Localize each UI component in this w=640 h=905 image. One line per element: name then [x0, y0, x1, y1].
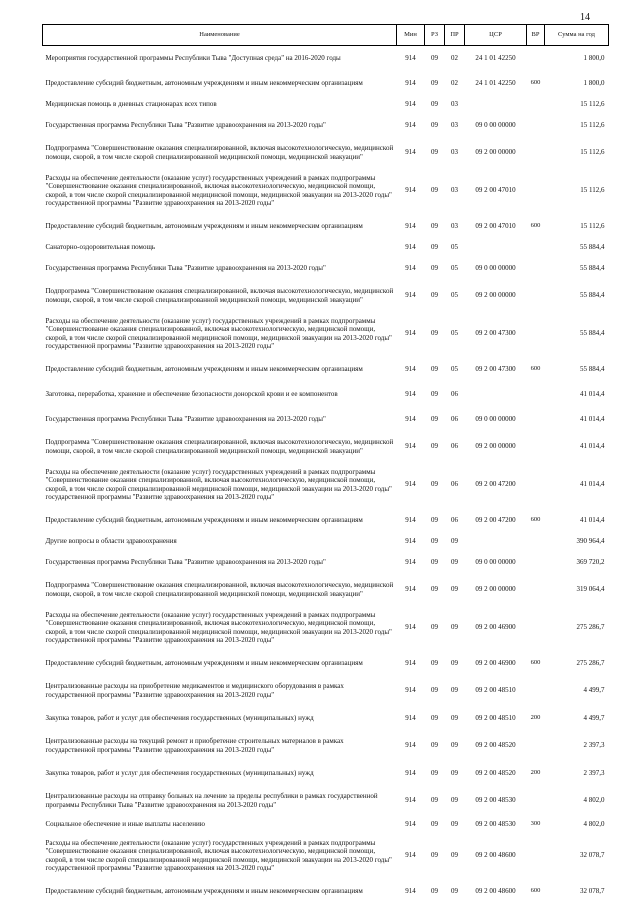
cell-min: 914	[405, 536, 416, 545]
cell-pr: 09	[451, 768, 458, 777]
cell-vr	[527, 550, 545, 575]
cell-min: 914	[405, 389, 416, 398]
cell-vr	[527, 605, 545, 651]
cell-rz: 09	[431, 148, 438, 157]
cell-vr: 200	[530, 769, 541, 777]
cell-min: 914	[405, 480, 416, 489]
cell-rz: 09	[431, 389, 438, 398]
cell-name: Предоставление субсидий бюджетным, автономным учреждениям и иным некоммерческим организациям	[45, 221, 363, 230]
cell-rz: 09	[431, 658, 438, 667]
cell-csr: 09 2 00 00000	[475, 148, 516, 157]
header-rz: РЗ	[425, 25, 445, 46]
cell-min: 914	[405, 741, 416, 750]
page-number: 14	[580, 12, 590, 23]
cell-pr: 09	[451, 886, 458, 895]
cell-rz: 09	[431, 713, 438, 722]
cell-sum: 4 499,7	[583, 686, 605, 695]
cell-rz: 09	[431, 480, 438, 489]
cell-rz: 09	[431, 78, 438, 87]
table-row	[43, 168, 609, 214]
cell-sum: 1 800,0	[583, 78, 605, 87]
cell-vr: 600	[530, 887, 541, 895]
cell-vr: 600	[530, 516, 541, 524]
cell-vr	[527, 676, 545, 706]
cell-pr: 06	[451, 515, 458, 524]
table-row	[43, 651, 609, 676]
cell-vr: 200	[530, 714, 541, 722]
cell-csr: 09 2 00 48530	[475, 819, 516, 828]
table-row	[43, 46, 609, 71]
cell-vr	[527, 311, 545, 357]
cell-csr: 09 2 00 47200	[475, 515, 516, 524]
cell-rz: 09	[431, 54, 438, 63]
cell-min: 914	[405, 442, 416, 451]
budget-table	[42, 24, 609, 904]
cell-pr: 09	[451, 623, 458, 632]
cell-min: 914	[405, 414, 416, 423]
cell-min: 914	[405, 242, 416, 251]
cell-pr: 03	[451, 186, 458, 195]
cell-name: Мероприятия государственной программы Республики Тыва "Доступная среда" на 2016-2020 годы	[45, 54, 341, 63]
cell-pr: 06	[451, 442, 458, 451]
table-row	[43, 575, 609, 605]
table-row	[43, 71, 609, 96]
cell-min: 914	[405, 78, 416, 87]
cell-min: 914	[405, 329, 416, 338]
cell-min: 914	[405, 148, 416, 157]
cell-min: 914	[405, 713, 416, 722]
table-row	[43, 533, 609, 550]
cell-sum: 55 884,4	[580, 329, 605, 338]
table-row	[43, 432, 609, 462]
cell-rz: 09	[431, 120, 438, 129]
table-row	[43, 214, 609, 239]
cell-name: Заготовка, переработка, хранение и обеспечение безопасности донорской крови и ее компонентов	[45, 389, 338, 398]
cell-name: Централизованные расходы на текущий ремонт и приобретение строительных материалов в рамках государственной программы "Развитие здравоохранения на 2013-2020 годы"	[45, 737, 344, 754]
cell-min: 914	[405, 186, 416, 195]
cell-sum: 41 014,4	[580, 515, 605, 524]
cell-csr: 09 2 00 48510	[475, 686, 516, 695]
table-row	[43, 311, 609, 357]
cell-min: 914	[405, 221, 416, 230]
cell-name: Государственная программа Республики Тыва "Развитие здравоохранения на 2013-2020 годы"	[45, 414, 326, 423]
cell-name: Государственная программа Республики Тыва "Развитие здравоохранения на 2013-2020 годы"	[45, 557, 326, 566]
table-row	[43, 761, 609, 786]
cell-csr: 09 2 00 00000	[475, 442, 516, 451]
cell-vr	[527, 256, 545, 281]
cell-pr: 09	[451, 557, 458, 566]
cell-name: Подпрограмма "Совершенствование оказания специализированной, включая высокотехнологическую, медицинской помощи, скорой, в том числе скорой специализированной медицинской помощи, медицинской эвакуации"	[45, 581, 394, 598]
cell-csr: 09 2 00 48600	[475, 851, 516, 860]
cell-rz: 09	[431, 515, 438, 524]
cell-sum: 15 112,6	[580, 99, 605, 108]
cell-vr	[527, 113, 545, 138]
cell-min: 914	[405, 851, 416, 860]
cell-rz: 09	[431, 796, 438, 805]
cell-csr	[465, 533, 527, 550]
cell-rz: 09	[431, 686, 438, 695]
cell-rz: 09	[431, 329, 438, 338]
cell-sum: 275 286,7	[576, 658, 605, 667]
cell-sum: 369 720,2	[576, 557, 605, 566]
table-row	[43, 407, 609, 432]
table-row	[43, 382, 609, 407]
cell-csr: 09 2 00 00000	[475, 291, 516, 300]
cell-pr: 09	[451, 741, 458, 750]
cell-sum: 4 802,0	[583, 796, 605, 805]
cell-pr: 09	[451, 713, 458, 722]
cell-csr	[465, 239, 527, 256]
cell-sum: 55 884,4	[580, 242, 605, 251]
table-row	[43, 113, 609, 138]
table-row	[43, 605, 609, 651]
cell-rz: 09	[431, 291, 438, 300]
cell-csr: 09 2 00 47300	[475, 364, 516, 373]
cell-pr: 06	[451, 389, 458, 398]
cell-rz: 09	[431, 585, 438, 594]
cell-pr: 03	[451, 120, 458, 129]
cell-rz: 09	[431, 851, 438, 860]
cell-rz: 09	[431, 442, 438, 451]
cell-rz: 09	[431, 186, 438, 195]
table-row	[43, 357, 609, 382]
cell-rz: 09	[431, 414, 438, 423]
cell-vr: 600	[530, 365, 541, 373]
cell-vr	[527, 575, 545, 605]
cell-pr: 05	[451, 291, 458, 300]
cell-csr: 09 0 00 00000	[475, 263, 516, 272]
cell-sum: 32 078,7	[580, 851, 605, 860]
table-row	[43, 550, 609, 575]
cell-vr	[527, 96, 545, 113]
cell-sum: 390 964,4	[576, 536, 605, 545]
cell-rz: 09	[431, 557, 438, 566]
cell-sum: 4 499,7	[583, 713, 605, 722]
header-pr: ПР	[445, 25, 465, 46]
cell-vr: 600	[530, 659, 541, 667]
cell-sum: 41 014,4	[580, 389, 605, 398]
cell-sum: 41 014,4	[580, 442, 605, 451]
cell-sum: 55 884,4	[580, 364, 605, 373]
cell-vr	[527, 462, 545, 508]
cell-name: Предоставление субсидий бюджетным, автономным учреждениям и иным некоммерческим организациям	[45, 658, 363, 667]
table-row	[43, 786, 609, 816]
table-row	[43, 239, 609, 256]
cell-min: 914	[405, 291, 416, 300]
cell-vr: 600	[530, 222, 541, 230]
cell-min: 914	[405, 819, 416, 828]
cell-min: 914	[405, 658, 416, 667]
cell-pr: 03	[451, 99, 458, 108]
table-row	[43, 879, 609, 904]
table-body	[43, 46, 609, 904]
cell-name: Закупка товаров, работ и услуг для обеспечения государственных (муниципальных) нужд	[45, 713, 314, 722]
cell-name: Расходы на обеспечение деятельности (оказание услуг) государственных учреждений в рамках подпрограммы "Совершенствование оказания специализированной, включая высокотехнологическую, медицинской помощи, скорой, в том числе скорой специализированной медицинской помощи, медицинской эвакуации на 2013-2020 годы" государственной программы "Развитие здравоохранения на 2013-2020 годы"	[45, 317, 392, 350]
cell-rz: 09	[431, 886, 438, 895]
header-name: Наименование	[43, 25, 397, 46]
cell-sum: 15 112,6	[580, 120, 605, 129]
cell-name: Медицинская помощь в дневных стационарах всех типов	[45, 99, 217, 108]
cell-name: Расходы на обеспечение деятельности (оказание услуг) государственных учреждений в рамках подпрограммы "Совершенствование оказания специализированной, включая высокотехнологическую, медицинской помощи, скорой, в том числе скорой специализированной медицинской помощи, медицинской эвакуации на 2013-2020 годы" государственной программы "Развитие здравоохранения на 2013-2020 годы"	[45, 839, 392, 872]
cell-pr: 02	[451, 78, 458, 87]
cell-sum: 4 802,0	[583, 819, 605, 828]
cell-pr: 05	[451, 242, 458, 251]
table-row	[43, 281, 609, 311]
cell-sum: 55 884,4	[580, 263, 605, 272]
cell-vr	[527, 239, 545, 256]
cell-csr: 09 2 00 00000	[475, 585, 516, 594]
cell-rz: 09	[431, 741, 438, 750]
cell-rz: 09	[431, 623, 438, 632]
cell-pr: 09	[451, 686, 458, 695]
cell-csr: 09 2 00 46900	[475, 623, 516, 632]
header-row	[43, 25, 609, 46]
cell-min: 914	[405, 886, 416, 895]
cell-csr: 09 0 00 00000	[475, 120, 516, 129]
cell-name: Расходы на обеспечение деятельности (оказание услуг) государственных учреждений в рамках подпрограммы "Совершенствование оказания специализированной, включая высокотехнологическую, медицинской помощи, скорой, в том числе скорой специализированной медицинской помощи, медицинской эвакуации на 2013-2020 годы" государственной программы "Развитие здравоохранения на 2013-2020 годы"	[45, 611, 392, 644]
table-row	[43, 462, 609, 508]
cell-rz: 09	[431, 99, 438, 108]
cell-csr: 09 2 00 48520	[475, 768, 516, 777]
cell-name: Подпрограмма "Совершенствование оказания специализированной, включая высокотехнологическую, медицинской помощи, скорой, в том числе скорой специализированной медицинской помощи, медицинской эвакуации"	[45, 287, 394, 304]
cell-csr: 24 1 01 42250	[475, 78, 516, 87]
cell-name: Государственная программа Республики Тыва "Развитие здравоохранения на 2013-2020 годы"	[45, 120, 326, 129]
cell-vr: 300	[530, 820, 541, 828]
cell-name: Предоставление субсидий бюджетным, автономным учреждениям и иным некоммерческим организациям	[45, 78, 363, 87]
header-min: Мин	[397, 25, 425, 46]
cell-pr: 05	[451, 364, 458, 373]
cell-vr	[527, 533, 545, 550]
cell-vr	[527, 138, 545, 168]
table-row	[43, 676, 609, 706]
cell-name: Подпрограмма "Совершенствование оказания специализированной, включая высокотехнологическую, медицинской помощи, скорой, в том числе скорой специализированной медицинской помощи, медицинской эвакуации"	[45, 438, 394, 455]
cell-csr: 09 2 00 47010	[475, 221, 516, 230]
table-row	[43, 731, 609, 761]
cell-vr	[527, 168, 545, 214]
cell-pr: 09	[451, 796, 458, 805]
cell-min: 914	[405, 364, 416, 373]
cell-pr: 09	[451, 585, 458, 594]
cell-min: 914	[405, 99, 416, 108]
cell-csr: 09 0 00 00000	[475, 414, 516, 423]
cell-name: Предоставление субсидий бюджетным, автономным учреждениям и иным некоммерческим организациям	[45, 515, 363, 524]
cell-csr	[465, 382, 527, 407]
cell-name: Санаторно-оздоровительная помощь	[45, 242, 156, 251]
cell-vr	[527, 833, 545, 879]
cell-name: Подпрограмма "Совершенствование оказания специализированной, включая высокотехнологическую, медицинской помощи, скорой, в том числе скорой специализированной медицинской помощи, медицинской эвакуации"	[45, 144, 394, 161]
header-csr: ЦСР	[465, 25, 527, 46]
cell-csr: 09 0 00 00000	[475, 557, 516, 566]
cell-name: Другие вопросы в области здравоохранения	[45, 536, 177, 545]
cell-vr	[527, 786, 545, 816]
cell-pr: 09	[451, 658, 458, 667]
cell-vr: 600	[530, 79, 541, 87]
cell-sum: 32 078,7	[580, 886, 605, 895]
cell-csr: 09 2 00 47010	[475, 186, 516, 195]
cell-min: 914	[405, 623, 416, 632]
cell-min: 914	[405, 686, 416, 695]
cell-sum: 319 064,4	[576, 585, 605, 594]
cell-name: Государственная программа Республики Тыва "Развитие здравоохранения на 2013-2020 годы"	[45, 263, 326, 272]
cell-min: 914	[405, 54, 416, 63]
cell-pr: 09	[451, 819, 458, 828]
cell-sum: 15 112,6	[580, 221, 605, 230]
cell-vr	[527, 731, 545, 761]
cell-vr	[527, 407, 545, 432]
table-row	[43, 138, 609, 168]
cell-name: Расходы на обеспечение деятельности (оказание услуг) государственных учреждений в рамках подпрограммы "Совершенствование оказания специализированной, включая высокотехнологическую, медицинской помощи, скорой, в том числе скорой специализированной медицинской помощи, медицинской эвакуации на 2013-2020 годы" государственной программы "Развитие здравоохранения на 2013-2020 годы"	[45, 174, 392, 207]
cell-csr: 09 2 00 48530	[475, 796, 516, 805]
cell-csr	[465, 96, 527, 113]
cell-sum: 2 397,3	[583, 741, 605, 750]
header-sum: Сумма на год	[545, 25, 609, 46]
cell-sum: 275 286,7	[576, 623, 605, 632]
cell-pr: 06	[451, 414, 458, 423]
cell-pr: 09	[451, 851, 458, 860]
cell-name: Предоставление субсидий бюджетным, автономным учреждениям и иным некоммерческим организациям	[45, 364, 363, 373]
table-row	[43, 256, 609, 281]
cell-name: Закупка товаров, работ и услуг для обеспечения государственных (муниципальных) нужд	[45, 768, 314, 777]
cell-name: Централизованные расходы на отправку больных на лечение за пределы республики в рамках государственной программы Республики Тыва "Развитие здравоохранения на 2013-2020 годы"	[45, 792, 378, 809]
cell-pr: 09	[451, 536, 458, 545]
cell-vr	[527, 46, 545, 71]
cell-sum: 15 112,6	[580, 148, 605, 157]
cell-csr: 09 2 00 47300	[475, 329, 516, 338]
cell-pr: 05	[451, 329, 458, 338]
cell-vr	[527, 382, 545, 407]
cell-name: Социальное обеспечение и иные выплаты населению	[45, 819, 205, 828]
cell-vr	[527, 281, 545, 311]
cell-rz: 09	[431, 768, 438, 777]
table-row	[43, 816, 609, 833]
cell-rz: 09	[431, 819, 438, 828]
cell-csr: 24 1 01 42250	[475, 54, 516, 63]
cell-rz: 09	[431, 242, 438, 251]
cell-pr: 03	[451, 148, 458, 157]
cell-min: 914	[405, 796, 416, 805]
cell-sum: 2 397,3	[583, 768, 605, 777]
cell-pr: 05	[451, 263, 458, 272]
cell-name: Предоставление субсидий бюджетным, автономным учреждениям и иным некоммерческим организациям	[45, 886, 363, 895]
cell-pr: 02	[451, 54, 458, 63]
cell-csr: 09 2 00 47200	[475, 480, 516, 489]
cell-sum: 15 112,6	[580, 186, 605, 195]
cell-min: 914	[405, 768, 416, 777]
cell-min: 914	[405, 515, 416, 524]
cell-csr: 09 2 00 48520	[475, 741, 516, 750]
cell-name: Централизованные расходы на приобретение медикаментов и медицинского оборудования в рамках государственной программы "Развитие здравоохранения на 2013-2020 годы"	[45, 682, 344, 699]
header-vr: ВР	[527, 25, 545, 46]
cell-min: 914	[405, 263, 416, 272]
cell-pr: 03	[451, 221, 458, 230]
cell-min: 914	[405, 585, 416, 594]
cell-sum: 41 014,4	[580, 480, 605, 489]
cell-min: 914	[405, 557, 416, 566]
cell-rz: 09	[431, 364, 438, 373]
cell-sum: 55 884,4	[580, 291, 605, 300]
cell-rz: 09	[431, 536, 438, 545]
cell-sum: 1 800,0	[583, 54, 605, 63]
table-row	[43, 706, 609, 731]
cell-csr: 09 2 00 48600	[475, 886, 516, 895]
cell-vr	[527, 432, 545, 462]
cell-min: 914	[405, 120, 416, 129]
cell-sum: 41 014,4	[580, 414, 605, 423]
cell-rz: 09	[431, 263, 438, 272]
table-row	[43, 96, 609, 113]
cell-csr: 09 2 00 48510	[475, 713, 516, 722]
cell-csr: 09 2 00 46900	[475, 658, 516, 667]
cell-pr: 06	[451, 480, 458, 489]
cell-name: Расходы на обеспечение деятельности (оказание услуг) государственных учреждений в рамках подпрограммы "Совершенствование оказания специализированной, включая высокотехнологическую, медицинской помощи, скорой, в том числе скорой специализированной медицинской помощи, медицинской эвакуации на 2013-2020 годы" государственной программы "Развитие здравоохранения на 2013-2020 годы"	[45, 468, 392, 501]
cell-rz: 09	[431, 221, 438, 230]
table-row	[43, 833, 609, 879]
table-row	[43, 508, 609, 533]
